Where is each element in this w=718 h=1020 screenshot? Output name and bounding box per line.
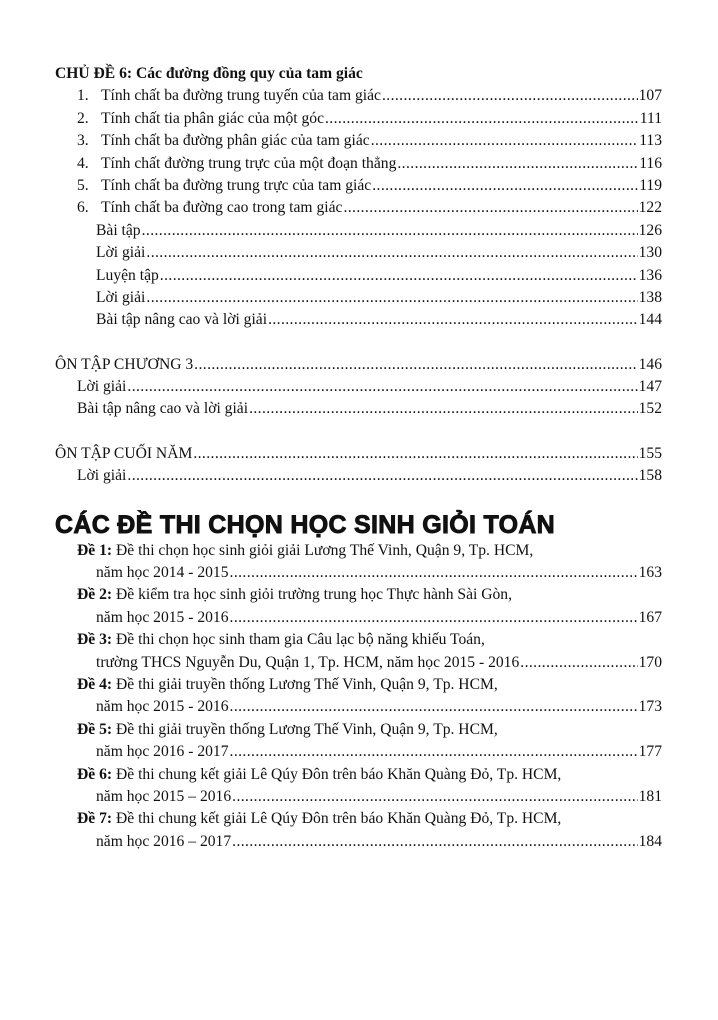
dot-leader	[230, 696, 638, 718]
toc-page: 181	[638, 787, 662, 805]
toc-label: ÔN TẬP CHƯƠNG 3	[55, 355, 194, 373]
dot-leader	[127, 465, 637, 487]
dot-leader	[146, 242, 637, 264]
toc-page: 136	[638, 266, 662, 284]
toc-entry[interactable]	[55, 398, 662, 420]
exam-title-line[interactable]	[55, 629, 662, 651]
toc-entry[interactable]	[55, 696, 662, 718]
table-of-contents	[55, 63, 662, 853]
toc-entry[interactable]	[55, 443, 662, 465]
dot-leader	[325, 108, 639, 130]
toc-label: trường THCS Nguyễn Du, Quận 1, Tp. HCM, năm học 2015 - 2016	[96, 653, 520, 671]
toc-label: Bài tập nâng cao và lời giải	[77, 400, 249, 418]
toc-label: năm học 2015 - 2016	[96, 608, 229, 626]
toc-label: năm học 2014 - 2015	[96, 564, 229, 582]
toc-label: ÔN TẬP CUỐI NĂM	[55, 444, 193, 462]
toc-page: 126	[638, 221, 662, 239]
exam-title-line[interactable]	[55, 584, 662, 606]
toc-page: 155	[638, 444, 662, 462]
dot-leader	[160, 265, 638, 287]
exam-title: Đề thi chung kết giải Lê Qúy Đôn trên báo Khăn Quàng Đỏ, Tp. HCM,	[115, 765, 562, 783]
dot-leader	[146, 287, 637, 309]
toc-entry[interactable]	[55, 354, 662, 376]
exam-title-line[interactable]	[55, 808, 662, 830]
toc-page: 147	[638, 378, 662, 396]
exam-title-line[interactable]	[55, 674, 662, 696]
toc-label: Lời giải	[77, 378, 127, 396]
toc-entry[interactable]	[55, 242, 662, 264]
toc-entry[interactable]	[55, 786, 662, 808]
toc-page: 158	[638, 467, 662, 485]
toc-entry[interactable]	[55, 607, 662, 629]
dot-leader	[268, 309, 638, 331]
toc-label: Tính chất ba đường cao trong tam giác	[101, 199, 343, 217]
toc-page: 184	[638, 832, 662, 850]
toc-entry[interactable]	[55, 831, 662, 853]
exam-title: Đề kiểm tra học sinh giỏi trường trung học Thực hành Sài Gòn,	[115, 586, 512, 604]
toc-page: 107	[638, 87, 662, 105]
toc-number: 5.	[77, 176, 89, 194]
exam-title-line[interactable]	[55, 719, 662, 741]
toc-label: Tính chất ba đường trung trực của tam giác	[101, 176, 372, 194]
toc-page: 111	[639, 109, 662, 127]
toc-entry[interactable]	[55, 562, 662, 584]
exam-tag: Đề 3:	[77, 631, 113, 649]
toc-page: 138	[638, 288, 662, 306]
dot-leader	[230, 741, 638, 763]
toc-page: 122	[638, 199, 662, 217]
toc-label: Tính chất ba đường phân giác của tam giác	[101, 132, 370, 150]
toc-label: Lời giải	[77, 467, 127, 485]
toc-entry[interactable]	[55, 175, 662, 197]
dot-leader	[142, 220, 638, 242]
toc-page: 116	[639, 154, 662, 172]
toc-label: Lời giải	[96, 244, 146, 262]
toc-label: năm học 2015 - 2016	[96, 698, 229, 716]
exam-title: Đề thi giải truyền thống Lương Thế Vinh, Quận 9, Tp. HCM,	[115, 675, 498, 693]
exam-title: Đề thi chung kết giải Lê Qúy Đôn trên báo Khăn Quàng Đỏ, Tp. HCM,	[115, 810, 562, 828]
dot-leader	[232, 786, 637, 808]
dot-leader	[520, 652, 637, 674]
toc-page: 130	[638, 244, 662, 262]
exam-tag: Đề 7:	[77, 810, 113, 828]
toc-page: 119	[639, 176, 662, 194]
exam-title: Đề thi giải truyền thống Lương Thế Vinh, Quận 9, Tp. HCM,	[115, 720, 498, 738]
toc-entry[interactable]	[55, 265, 662, 287]
dot-leader	[230, 562, 638, 584]
toc-entry[interactable]	[55, 108, 662, 130]
dot-leader	[371, 130, 638, 152]
toc-page: 152	[638, 400, 662, 418]
exam-title-line[interactable]	[55, 764, 662, 786]
toc-page: 144	[638, 311, 662, 329]
toc-page: 177	[638, 743, 662, 761]
toc-label: Luyện tập	[96, 266, 159, 284]
toc-entry[interactable]	[55, 153, 662, 175]
toc-number: 1.	[77, 87, 89, 105]
toc-page: 113	[639, 132, 662, 150]
toc-label: Tính chất đường trung trực của một đoạn thẳng	[101, 154, 397, 172]
dot-leader	[193, 443, 637, 465]
toc-entry[interactable]	[55, 220, 662, 242]
toc-page: 163	[638, 564, 662, 582]
toc-entry[interactable]	[55, 376, 662, 398]
dot-leader	[397, 153, 638, 175]
chapter-title	[55, 63, 662, 85]
toc-label: Lời giải	[96, 288, 146, 306]
toc-entry[interactable]	[55, 652, 662, 674]
toc-page: 146	[638, 355, 662, 373]
toc-label: năm học 2016 - 2017	[96, 743, 229, 761]
toc-label: Bài tập	[96, 221, 141, 239]
toc-entry[interactable]	[55, 741, 662, 763]
toc-label: năm học 2015 – 2016	[96, 787, 232, 805]
dot-leader	[230, 607, 638, 629]
dot-leader	[127, 376, 637, 398]
toc-label: Tính chất tia phân giác của một góc	[101, 109, 324, 127]
toc-number: 2.	[77, 109, 89, 127]
toc-entry[interactable]	[55, 287, 662, 309]
toc-label: Tính chất ba đường trung tuyến của tam giác	[101, 87, 381, 105]
toc-entry[interactable]	[55, 309, 662, 331]
exam-tag: Đề 4:	[77, 675, 113, 693]
toc-number: 4.	[77, 154, 89, 172]
dot-leader	[232, 831, 637, 853]
exam-tag: Đề 6:	[77, 765, 113, 783]
toc-number: 6.	[77, 199, 89, 217]
toc-label: năm học 2016 – 2017	[96, 832, 232, 850]
dot-leader	[194, 354, 637, 376]
toc-page: 167	[638, 608, 662, 626]
toc-label: Bài tập nâng cao và lời giải	[96, 311, 268, 329]
dot-leader	[343, 197, 637, 219]
exam-tag: Đề 1:	[77, 541, 113, 559]
exam-tag: Đề 5:	[77, 720, 113, 738]
toc-entry[interactable]	[55, 130, 662, 152]
toc-page: 173	[638, 698, 662, 716]
dot-leader	[372, 175, 638, 197]
toc-entry[interactable]	[55, 85, 662, 107]
chapter-title-text: CHỦ ĐỀ 6: Các đường đồng quy của tam giác	[55, 65, 363, 82]
exam-title-line[interactable]	[55, 540, 662, 562]
exam-title: Đề thi chọn học sinh giỏi giải Lương Thế Vinh, Quận 9, Tp. HCM,	[115, 541, 534, 559]
exam-tag: Đề 2:	[77, 586, 113, 604]
toc-page: 170	[638, 653, 662, 671]
toc-entry[interactable]	[55, 465, 662, 487]
dot-leader	[249, 398, 638, 420]
exam-title: Đề thi chọn học sinh tham gia Câu lạc bộ năng khiếu Toán,	[115, 631, 485, 649]
toc-number: 3.	[77, 132, 89, 150]
section-heading: CÁC ĐỀ THI CHỌN HỌC SINH GIỎI TOÁN	[55, 510, 556, 539]
toc-entry[interactable]	[55, 197, 662, 219]
dot-leader	[382, 85, 638, 107]
